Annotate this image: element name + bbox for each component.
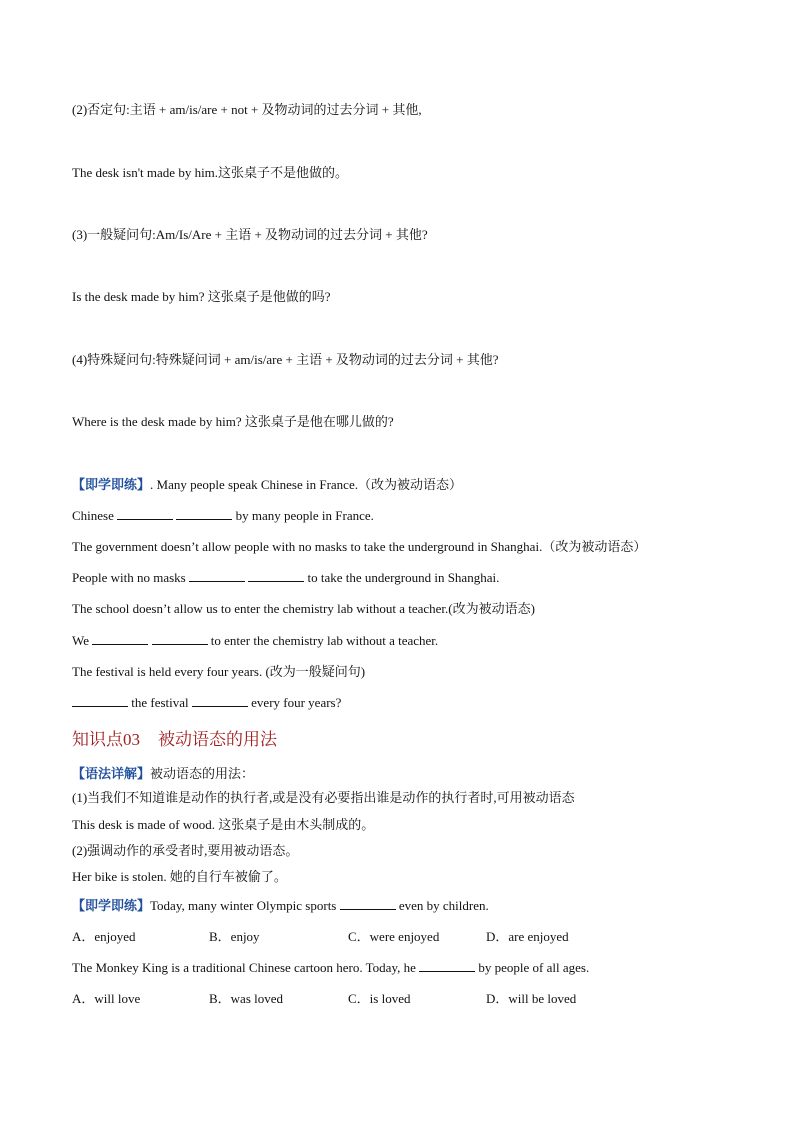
answer-blank[interactable] bbox=[340, 897, 396, 910]
practice-label: 【即学即练】 bbox=[72, 898, 151, 913]
section-title: 被动语态的用法 bbox=[158, 730, 277, 749]
special-question-example: Where is the desk made by him? 这张桌子是他在哪儿做的? bbox=[72, 414, 394, 429]
general-question-example: Is the desk made by him? 这张桌子是他做的吗? bbox=[72, 289, 331, 304]
grammar-label: 【语法详解】 bbox=[72, 766, 151, 781]
practice1-answer4: the festival every four years? bbox=[72, 694, 341, 712]
option-b[interactable]: B．was loved bbox=[209, 991, 284, 1006]
practice1-answer2: People with no masks to take the underground in Shanghai. bbox=[72, 570, 500, 585]
negative-sentence-example: The desk isn't made by him.这张桌子不是他做的。 bbox=[72, 165, 349, 180]
general-question-rule: (3)一般疑问句:Am/Is/Are + 主语 + 及物动词的过去分词 + 其他? bbox=[72, 227, 428, 242]
answer-blank[interactable] bbox=[192, 694, 248, 707]
practice1-answer1: Chinese by many people in France. bbox=[72, 508, 374, 523]
usage-1-example: This desk is made of wood. 这张桌子是由木头制成的。 bbox=[72, 817, 375, 832]
answer-blank[interactable] bbox=[419, 959, 475, 972]
answer-blank[interactable] bbox=[72, 694, 128, 707]
practice2-question2: The Monkey King is a traditional Chinese cartoon hero. Today, he by people of all ages. bbox=[72, 960, 590, 975]
answer-blank[interactable] bbox=[117, 507, 173, 520]
option-b[interactable]: B．enjoy bbox=[209, 929, 260, 944]
usage-2: (2)强调动作的承受者时,要用被动语态。 bbox=[72, 843, 299, 858]
grammar-intro: 【语法详解】被动语态的用法： bbox=[72, 766, 255, 781]
special-question-rule: (4)特殊疑问句:特殊疑问词 + am/is/are + 主语 + 及物动词的过去分词 + 其他? bbox=[72, 352, 499, 367]
usage-1: (1)当我们不知道谁是动作的执行者,或是没有必要指出谁是动作的执行者时,可用被动语态 bbox=[72, 790, 575, 805]
option-d[interactable]: D．are enjoyed bbox=[486, 929, 569, 944]
practice2-question1: 【即学即练】Today, many winter Olympic sports even by children. bbox=[72, 898, 489, 913]
option-d[interactable]: D．will be loved bbox=[486, 991, 577, 1006]
option-a[interactable]: A．will love bbox=[72, 991, 141, 1006]
section-heading bbox=[72, 729, 277, 751]
answer-blank[interactable] bbox=[176, 507, 232, 520]
usage-2-example: Her bike is stolen. 她的自行车被偷了。 bbox=[72, 869, 287, 884]
section-number: 知识点03 bbox=[72, 730, 140, 749]
option-a[interactable]: A．enjoyed bbox=[72, 929, 136, 944]
practice1-question4: The festival is held every four years. (改为一般疑问句) bbox=[72, 664, 366, 679]
answer-blank[interactable] bbox=[152, 632, 208, 645]
negative-sentence-rule: (2)否定句:主语 + am/is/are + not + 及物动词的过去分词 + 其他, bbox=[72, 102, 422, 117]
practice1-question1: 【即学即练】. Many people speak Chinese in France.（改为被动语态） bbox=[72, 477, 462, 492]
practice1-question3: The school doesn’t allow us to enter the chemistry lab without a teacher.(改为被动语态) bbox=[72, 601, 535, 616]
practice1-answer3: We to enter the chemistry lab without a teacher. bbox=[72, 633, 439, 648]
practice1-question2: The government doesn’t allow people with no masks to take the underground in Shanghai.（改为被动语态） bbox=[72, 539, 647, 554]
option-c[interactable]: C．is loved bbox=[348, 991, 411, 1006]
answer-blank[interactable] bbox=[248, 569, 304, 582]
answer-blank[interactable] bbox=[92, 632, 148, 645]
answer-blank[interactable] bbox=[189, 569, 245, 582]
practice-label: 【即学即练】 bbox=[72, 477, 151, 492]
option-c[interactable]: C．were enjoyed bbox=[348, 929, 440, 944]
